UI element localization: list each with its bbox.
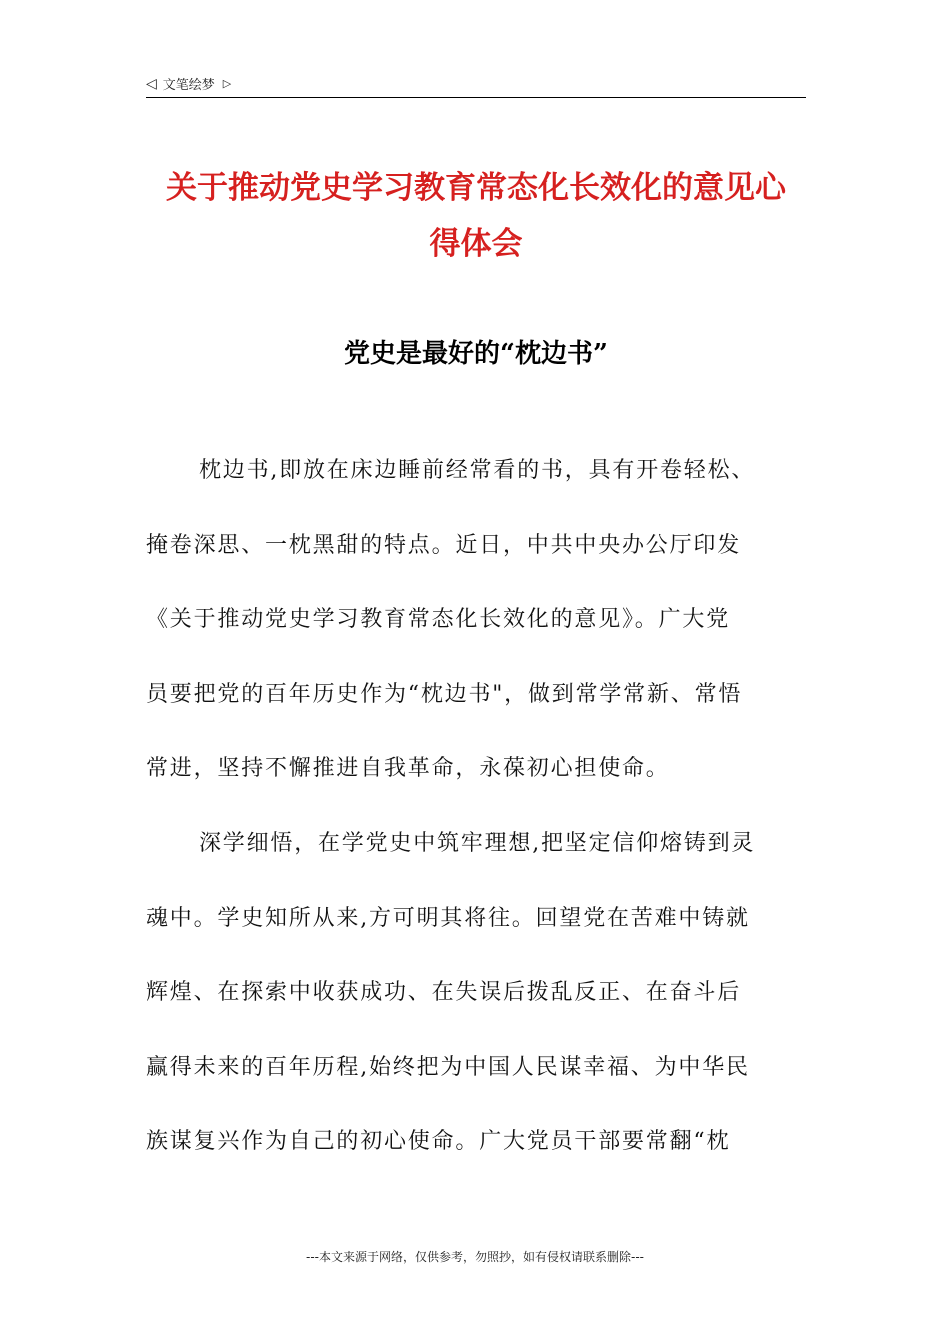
paragraph-line: 常进，坚持不懈推进自我革命，永葆初心担使命。 <box>146 756 670 782</box>
title-line-2: 得体会 <box>429 226 523 262</box>
header-divider <box>146 97 806 98</box>
paragraph-line: 辉煌、在探索中收获成功、在失误后拨乱反正、在奋斗后 <box>146 980 742 1006</box>
paragraph-line: 魂中。学史知所从来,方可明其将往。回望党在苦难中铸就 <box>146 905 750 931</box>
paragraph-line: 深学细悟，在学党史中筑牢理想,把坚定信仰熔铸到灵 <box>199 830 756 856</box>
paragraph-2 <box>146 807 806 1180</box>
paragraph-line: 《关于推动党史学习教育常态化长效化的意见》。广大党 <box>146 607 731 633</box>
paragraph-line: 族谋复兴作为自己的初心使命。广大党员干部要常翻“枕 <box>146 1129 731 1155</box>
page-header <box>146 74 231 93</box>
paragraph-line: 掩卷深思、一枕黑甜的特点。近日，中共中央办公厅印发 <box>146 532 742 558</box>
paragraph-1 <box>146 434 806 807</box>
header-label: 文笔绘梦 <box>162 78 215 93</box>
document-subtitle: 党史是最好的“枕边书” <box>344 339 608 369</box>
footer-disclaimer: ---本文来源于网络，仅供参考，勿照抄，如有侵权请联系删除--- <box>306 1250 644 1264</box>
body-text <box>146 434 806 1180</box>
triangle-left-icon: ◁ <box>146 75 157 92</box>
triangle-right-icon: ▷ <box>222 77 232 90</box>
paragraph-line: 员要把党的百年历史作为“枕边书"，做到常学常新、常悟 <box>146 681 743 707</box>
paragraph-line: 枕边书,即放在床边睡前经常看的书，具有开卷轻松、 <box>199 458 756 483</box>
title-line-1: 关于推动党史学习教育常态化长效化的意见心 <box>166 170 786 206</box>
paragraph-line: 赢得未来的百年历程,始终把为中国人民谋幸福、为中华民 <box>146 1054 750 1080</box>
document-title <box>146 160 806 272</box>
